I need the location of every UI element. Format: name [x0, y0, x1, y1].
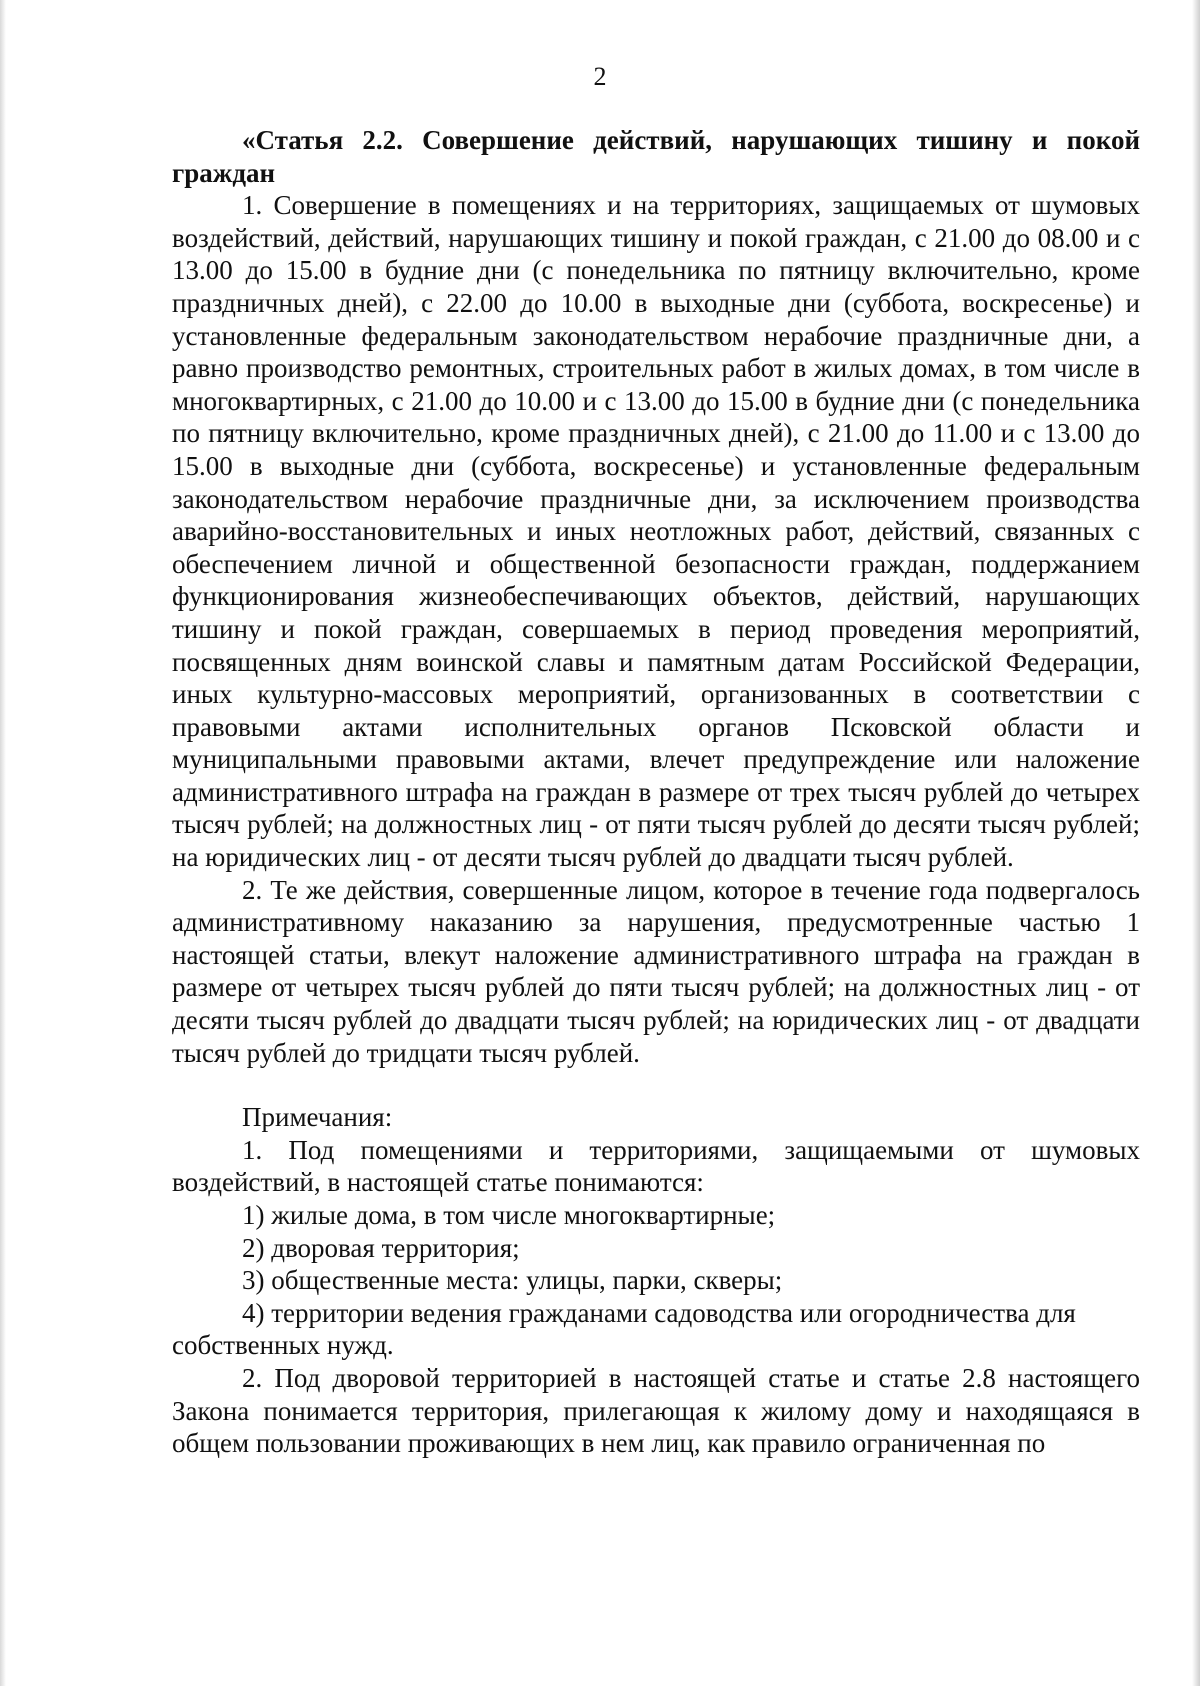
article-part-1: 1. Совершение в помещениях и на территориях, защищаемых от шумовых воздействий, действий, нарушающих тишину и покой граждан, с 21.00 до 08.00 и с 13.00 до 15.00 в будние дни (с понедельника по пятницу включительно, кроме праздничных дней), с 22.00 до 10.00 в выходные дни (суббота, воскресенье) и установленные федеральным законодательством нерабочие праздничные дни, а равно производство ремонтных, строительных работ в жилых домах, в том числе в многоквартирных, с 21.00 до 10.00 и с 13.00 до 15.00 в будние дни (с понедельника по пятницу включительно, кроме праздничных дней), с 21.00 до 11.00 и с 13.00 до 15.00 в выходные дни (суббота, воскресенье) и установленные федеральным законодательством нерабочие праздничные дни, за исключением производства аварийно-восстановительных и иных неотложных работ, действий, связанных с обеспечением личной и общественной безопасности граждан, поддержанием функционирования жизнеобеспечивающих объектов, действий, нарушающих тишину и покой граждан, совершаемых в период проведения мероприятий, посвященных дням воинской славы и памятным датам Российской Федерации, иных культурно-массовых мероприятий, организованных в соответствии с правовыми актами исполнительных органов Псковской области и муниципальными правовыми актами, влечет предупреждение или наложение административного штрафа на граждан в размере от трех тысяч рублей до четырех тысяч рублей; на должностных лиц - от пяти тысяч рублей до десяти тысяч рублей; на юридических лиц - от десяти тысяч рублей до двадцати тысяч рублей.	[172, 190, 1140, 873]
notes-heading: Примечания:	[242, 1102, 393, 1133]
paragraph-spacer	[172, 1069, 1140, 1101]
document-body	[172, 124, 1140, 1460]
scan-edge-right	[1192, 0, 1200, 1686]
note-1-item: 2) дворовая территория;	[242, 1232, 520, 1263]
page-number: 2	[593, 62, 607, 91]
note-1-item: 1) жилые дома, в том числе многоквартирные;	[242, 1200, 776, 1230]
note-1-item: 4) территории ведения гражданами садоводства или огородничества для собственных нужд.	[172, 1297, 1076, 1361]
note-1: 1. Под помещениями и территориями, защищаемыми от шумовых воздействий, в настоящей статье понимаются:	[172, 1134, 1140, 1198]
article-title: «Статья 2.2. Совершение действий, нарушающих тишину и покой граждан	[172, 125, 1140, 188]
note-1-item: 3) общественные места: улицы, парки, скверы;	[242, 1265, 783, 1296]
scan-edge-left	[0, 0, 6, 1686]
note-2: 2. Под дворовой территорией в настоящей статье и статье 2.8 настоящего Закона понимается территория, прилегающая к жилому дому и находящаяся в общем пользовании проживающих в нем лиц, как правило ограниченная по	[172, 1362, 1140, 1459]
article-part-2: 2. Те же действия, совершенные лицом, которое в течение года подвергалось административному наказанию за нарушения, предусмотренные частью 1 настоящей статьи, влекут наложение административного штрафа на граждан в размере от четырех тысяч рублей до пяти тысяч рублей; на должностных лиц - от десяти тысяч рублей до двадцати тысяч рублей; на юридических лиц - от двадцати тысяч рублей до тридцати тысяч рублей.	[172, 874, 1140, 1068]
